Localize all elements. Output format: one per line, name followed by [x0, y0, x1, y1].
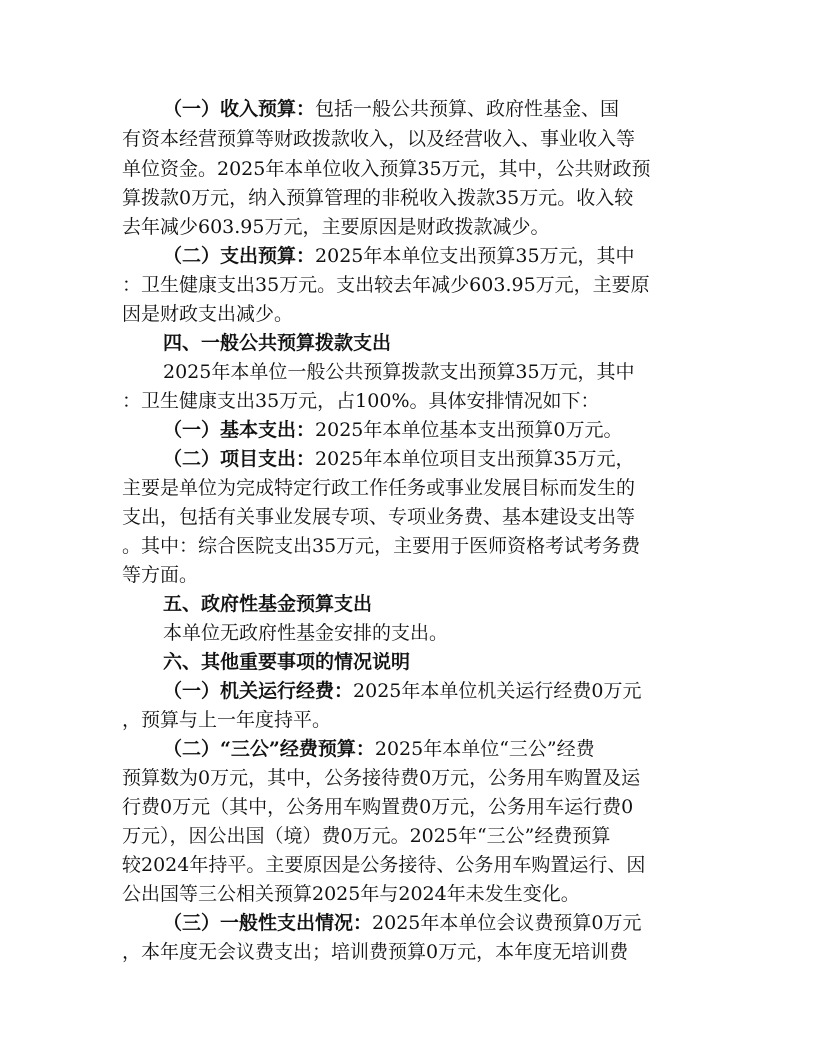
- bold-heading: （一）机关运行经费：: [163, 680, 354, 702]
- body-text: 2025年本单位项目支出预算35万元，: [315, 448, 635, 470]
- body-text: 等方面。: [122, 564, 199, 586]
- bold-heading: 四、一般公共预算拨款支出: [163, 332, 392, 354]
- text-line: [122, 851, 645, 879]
- section-heading: [163, 590, 372, 618]
- text-line: [163, 619, 448, 647]
- text-line: [163, 909, 641, 937]
- text-line: [163, 677, 641, 705]
- body-text: 行费0万元（其中，公务用车购置费0万元，公务用车运行费0: [122, 796, 634, 818]
- body-text: 2025年本单位支出预算35万元，其中: [315, 245, 635, 267]
- body-text: 因是财政支出减少。: [122, 303, 294, 325]
- body-text: 2025年本单位机关运行经费0万元: [353, 680, 642, 702]
- body-text: 预算数为0万元，其中，公务接待费0万元，公务用车购置及运: [122, 767, 641, 789]
- body-text: 。其中：综合医院支出35万元，主要用于医师资格考试考务费: [122, 535, 641, 557]
- body-text: 去年减少603.95万元，主要原因是财政拨款减少。: [122, 216, 550, 238]
- body-text: 公出国等三公相关预算2025年与2024年未发生变化。: [122, 883, 580, 905]
- text-line: [122, 271, 650, 299]
- text-line: [163, 445, 635, 473]
- bold-heading: （二）项目支出：: [163, 448, 316, 470]
- bold-heading: （二）“三公”经费预算：: [163, 738, 375, 760]
- bold-heading: （一）基本支出：: [163, 419, 316, 441]
- text-line: [122, 387, 600, 415]
- body-text: ，预算与上一年度持平。: [122, 709, 332, 731]
- text-line: [122, 880, 580, 908]
- body-text: ：卫生健康支出35万元，占100%。具体安排情况如下：: [122, 390, 600, 412]
- text-line: [163, 735, 595, 763]
- text-line: [163, 416, 622, 444]
- text-line: [163, 358, 635, 386]
- bold-heading: （一）收入预算：: [163, 98, 316, 120]
- text-line: [163, 242, 635, 270]
- body-text: 2025年本单位会议费预算0万元: [372, 912, 642, 934]
- text-line: [163, 95, 619, 123]
- text-line: [122, 793, 633, 821]
- body-text: 包括一般公共预算、政府性基金、国: [315, 98, 620, 120]
- body-text: 支出，包括有关事业发展专项、专项业务费、基本建设支出等: [122, 506, 636, 528]
- body-text: 算拨款0万元，纳入预算管理的非税收入拨款35万元。收入较: [122, 187, 634, 209]
- text-line: [122, 764, 640, 792]
- text-line: [122, 822, 610, 850]
- bold-heading: 五、政府性基金预算支出: [163, 593, 373, 615]
- body-text: 2025年本单位基本支出预算0万元。: [315, 419, 623, 441]
- body-text: 2025年本单位“三公”经费: [374, 738, 595, 760]
- text-line: [122, 155, 651, 183]
- text-line: [122, 184, 633, 212]
- section-heading: [163, 329, 391, 357]
- body-text: 主要是单位为完成特定行政工作任务或事业发展目标而发生的: [122, 477, 636, 499]
- body-text: 本单位无政府性基金安排的支出。: [163, 622, 449, 644]
- bold-heading: （三）一般性支出情况：: [163, 912, 373, 934]
- bold-heading: 六、其他重要事项的情况说明: [163, 651, 411, 673]
- body-text: 2025年本单位一般公共预算拨款支出预算35万元，其中: [163, 361, 635, 383]
- text-line: [122, 213, 549, 241]
- body-text: ，本年度无会议费支出；培训费预算0万元，本年度无培训费: [122, 941, 629, 963]
- text-line: [122, 706, 331, 734]
- section-heading: [163, 648, 410, 676]
- text-line: [122, 300, 293, 328]
- text-line: [122, 938, 628, 966]
- body-text: ：卫生健康支出35万元。支出较去年减少603.95万元，主要原: [122, 274, 650, 296]
- text-line: [122, 532, 640, 560]
- body-text: 有资本经营预算等财政拨款收入，以及经营收入、事业收入等: [122, 128, 636, 150]
- body-text: 单位资金。2025年本单位收入预算35万元，其中，公共财政预: [122, 158, 651, 180]
- text-line: [122, 503, 635, 531]
- body-text: 万元），因公出国（境）费0万元。2025年“三公”经费预算: [122, 825, 611, 847]
- text-line: [122, 125, 635, 153]
- text-line: [122, 561, 198, 589]
- bold-heading: （二）支出预算：: [163, 245, 316, 267]
- body-text: 较2024年持平。主要原因是公务接待、公务用车购置运行、因: [122, 854, 646, 876]
- text-line: [122, 474, 635, 502]
